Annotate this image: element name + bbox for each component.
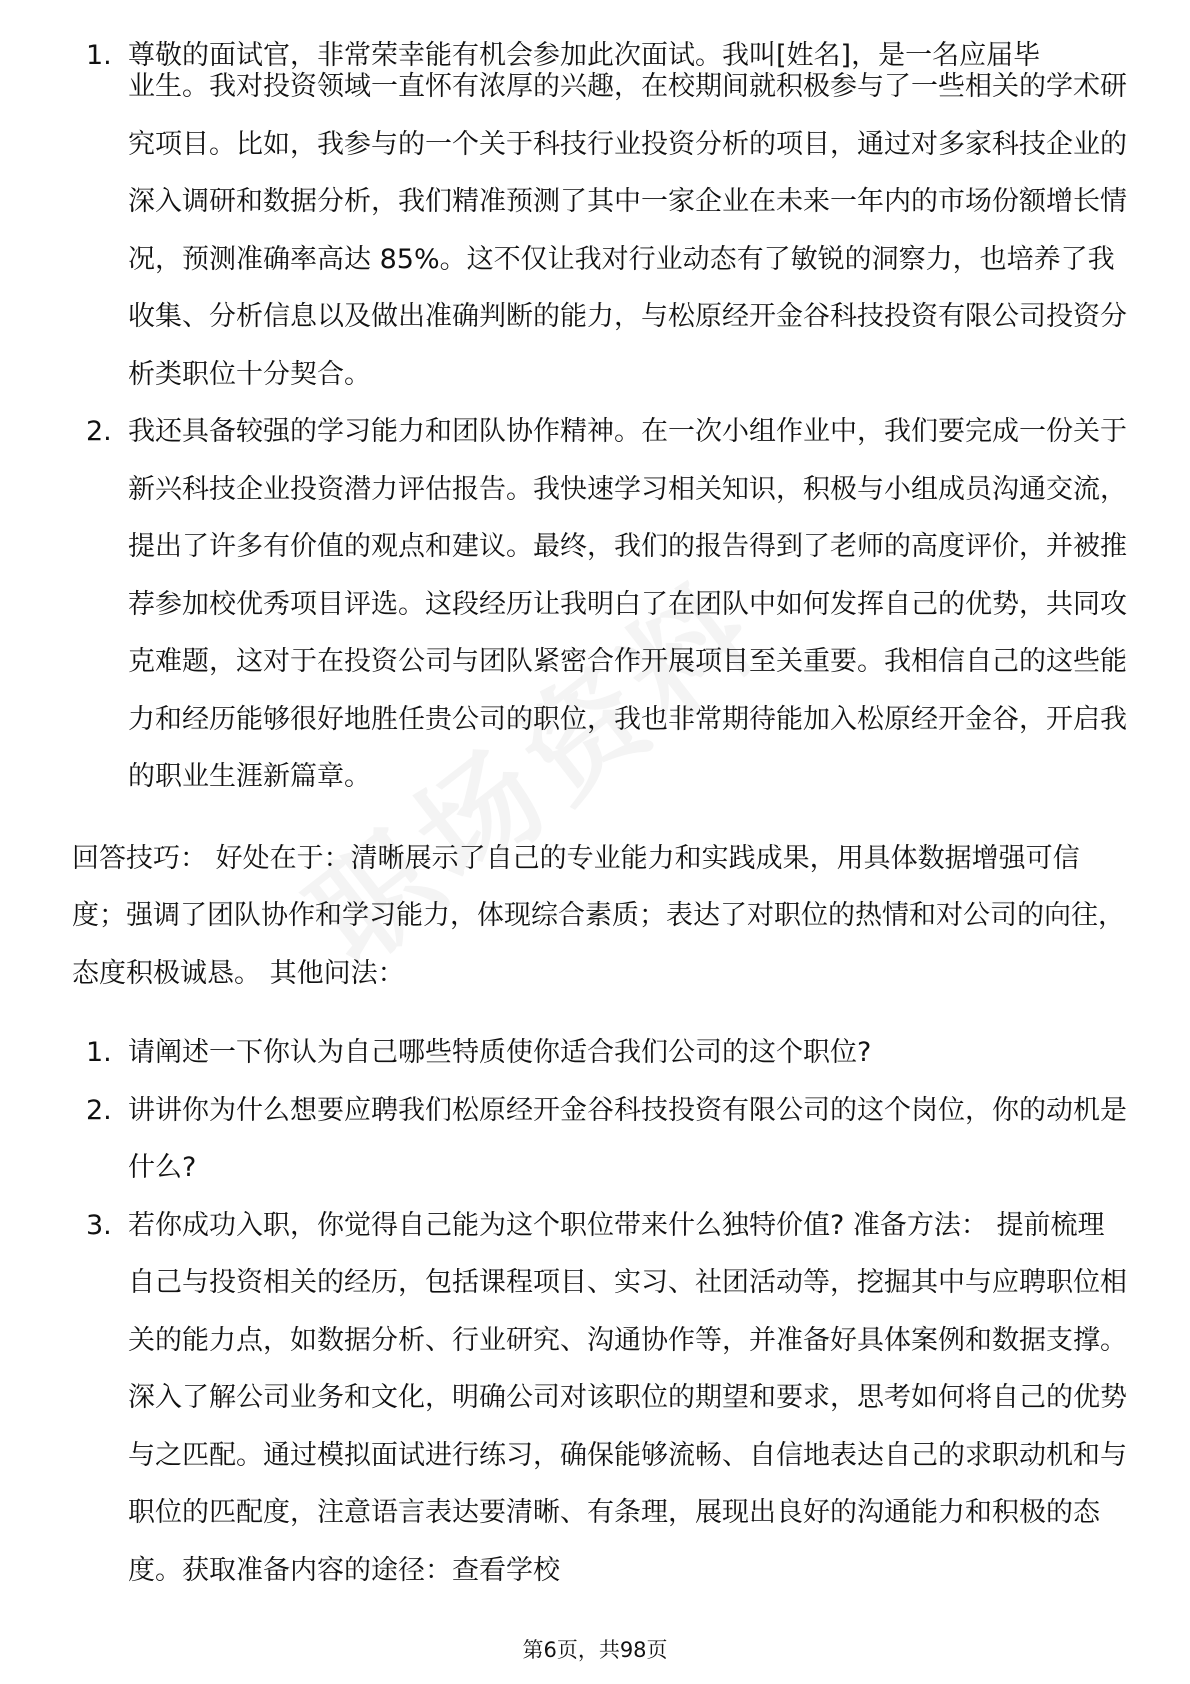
list-number: 2. bbox=[86, 1094, 112, 1126]
list-item-text: 我还具备较强的学习能力和团队协作精神。在一次小组作业中，我们要完成一份关于新兴科技企业投资潜力评估报告。我快速学习相关知识，积极与小组成员沟通交流，提出了许多有价值的观点和建议。最终，我们的报告得到了老师的高度评价，并被推荐参加校优秀项目评选。这段经历让我明白了在团队中如何发挥自己的优势，共同攻克难题，这对于在投资公司与团队紧密合作开展项目至关重要。我相信自己的这些能力和经历能够很好地胜任贵公司的职位，我也非常期待能加入松原经开金谷，开启我的职业生涯新篇章。 bbox=[128, 416, 1127, 792]
list-number: 1. bbox=[86, 39, 112, 71]
list-item bbox=[72, 1197, 1128, 1600]
answer-tips-paragraph: 回答技巧： 好处在于：清晰展示了自己的专业能力和实践成果，用具体数据增强可信度；强调了团队协作和学习能力，体现综合素质；表达了对职位的热情和对公司的向往，态度积极诚恳。 其他问法： bbox=[72, 842, 1125, 989]
other-questions-list bbox=[72, 1024, 1128, 1599]
list-item-text: 若你成功入职，你觉得自己能为这个职位带来什么独特价值? 准备方法： 提前梳理自己与投资相关的经历，包括课程项目、实习、社团活动等，挖掘其中与应聘职位相关的能力点，如数据分析、行业研究、沟通协作等，并准备好具体案例和数据支撑。深入了解公司业务和文化，明确公司对该职位的期望和要求，思考如何将自己的优势与之匹配。通过模拟面试进行练习，确保能够流畅、自信地表达自己的求职动机和与职位的匹配度，注意语言表达要清晰、有条理，展现出良好的沟通能力和积极的态度。获取准备内容的途径：查看学校 bbox=[128, 1209, 1127, 1586]
list-item-text: 请阐述一下你认为自己哪些特质使你适合我们公司的这个职位? bbox=[128, 1037, 872, 1068]
list-item-text: 业生。我对投资领域一直怀有浓厚的兴趣，在校期间就积极参与了一些相关的学术研究项目。比如，我参与的一个关于科技行业投资分析的项目，通过对多家科技企业的深入调研和数据分析，我们精准预测了其中一家企业在未来一年内的市场份额增长情况，预测准确率高达 85%。这不仅让我对行业动态有了敏锐的洞察力，也培养了我收集、分析信息以及做出准确判断的能力，与松原经开金谷科技投资有限公司投资分析类职位十分契合。 bbox=[128, 71, 1127, 390]
page-content bbox=[72, 28, 1128, 1599]
list-item bbox=[72, 58, 1128, 403]
list-number: 1. bbox=[86, 1037, 112, 1068]
list-item bbox=[72, 1082, 1128, 1197]
list-item bbox=[72, 403, 1128, 806]
list-number: 3. bbox=[86, 1209, 112, 1241]
cut-off-line bbox=[72, 28, 1128, 71]
cut-off-text: 尊敬的面试官，非常荣幸能有机会参加此次面试。我叫[姓名]，是一名应届毕 bbox=[128, 39, 1041, 71]
list-item-text: 讲讲你为什么想要应聘我们松原经开金谷科技投资有限公司的这个岗位，你的动机是什么? bbox=[128, 1094, 1127, 1183]
page-footer: 第6页，共98页 bbox=[522, 1638, 668, 1662]
answer-list bbox=[72, 58, 1128, 806]
list-item bbox=[72, 1024, 1128, 1082]
list-number: 2. bbox=[86, 416, 112, 447]
